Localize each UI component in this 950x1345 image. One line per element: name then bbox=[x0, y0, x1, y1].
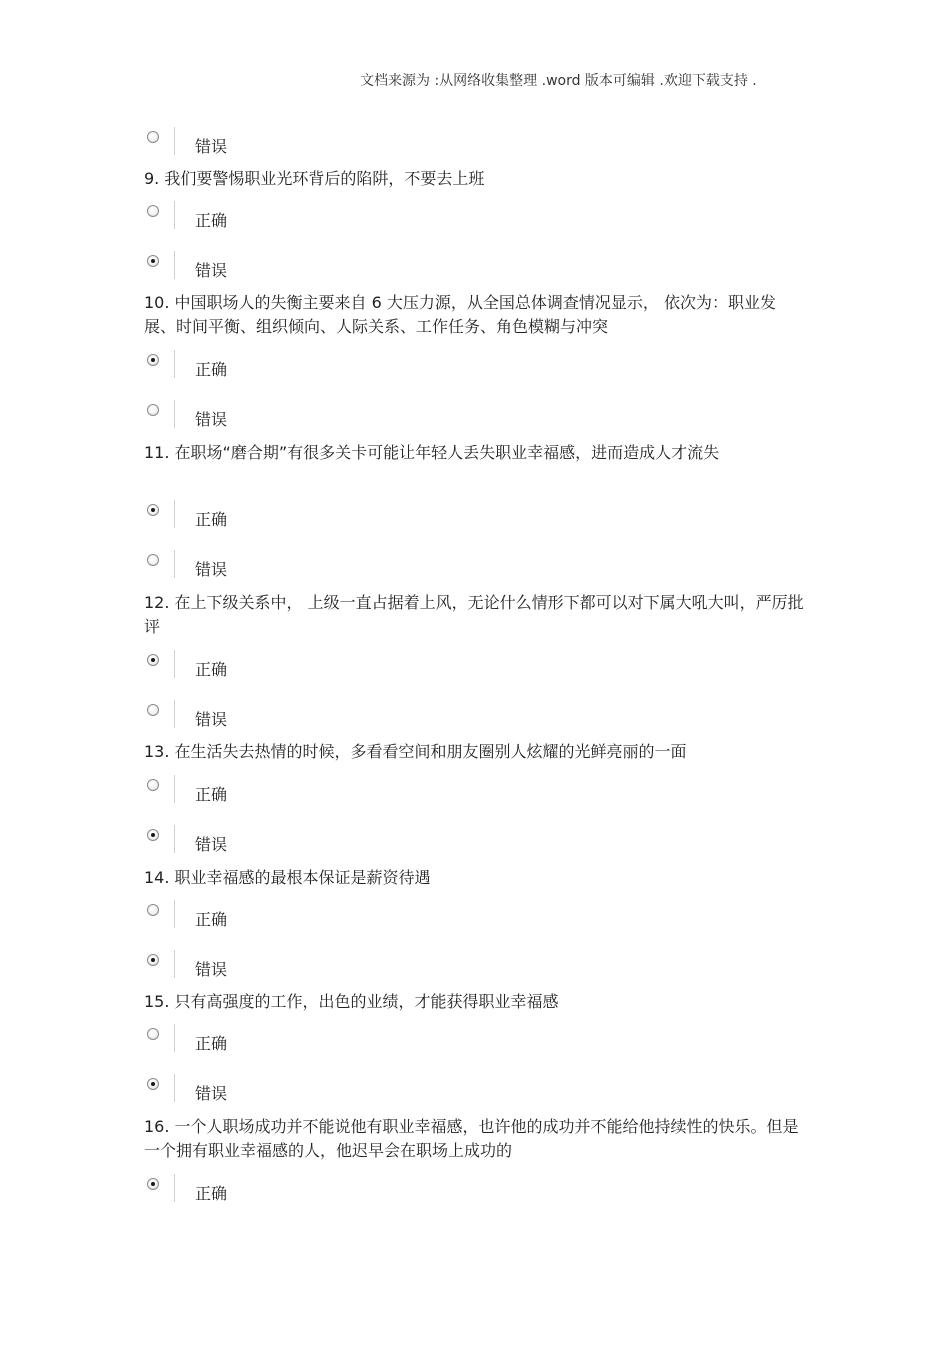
option-divider bbox=[174, 775, 175, 803]
option-label: 正确 bbox=[195, 1184, 228, 1203]
option-divider bbox=[174, 550, 175, 578]
option-label: 错误 bbox=[195, 137, 228, 156]
radio-button-selected[interactable] bbox=[147, 504, 159, 516]
option-label: 正确 bbox=[195, 785, 228, 804]
radio-button-selected[interactable] bbox=[147, 255, 159, 267]
question-12: 12. 在上下级关系中， 上级一直占据着上风，无论什么情形下都可以对下属大吼大叫，严厉批评 bbox=[144, 593, 804, 636]
option-divider bbox=[174, 400, 175, 428]
option-divider bbox=[174, 350, 175, 378]
radio-button[interactable] bbox=[147, 205, 159, 217]
radio-button[interactable] bbox=[147, 779, 159, 791]
option-label: 错误 bbox=[195, 960, 228, 979]
question-11-option-correct[interactable] bbox=[144, 500, 344, 540]
question-14-option-wrong[interactable] bbox=[144, 950, 344, 990]
option-divider bbox=[174, 825, 175, 853]
radio-button[interactable] bbox=[147, 131, 159, 143]
option-label: 正确 bbox=[195, 211, 228, 230]
question-10-option-wrong[interactable] bbox=[144, 400, 344, 440]
radio-button-selected[interactable] bbox=[147, 354, 159, 366]
option-divider bbox=[174, 251, 175, 279]
page-header-note: 文档来源为 :从网络收集整理 .word 版本可编辑 .欢迎下载支持 . bbox=[360, 73, 757, 89]
question-10-option-correct[interactable] bbox=[144, 350, 344, 390]
question-13-option-wrong[interactable] bbox=[144, 825, 344, 865]
radio-button-selected[interactable] bbox=[147, 829, 159, 841]
question-9-option-wrong[interactable] bbox=[144, 251, 344, 291]
option-label: 错误 bbox=[195, 835, 228, 854]
radio-button-selected[interactable] bbox=[147, 954, 159, 966]
option-divider bbox=[174, 1024, 175, 1052]
radio-button[interactable] bbox=[147, 704, 159, 716]
option-label: 正确 bbox=[195, 1034, 228, 1053]
option-label: 错误 bbox=[195, 710, 228, 729]
radio-button-selected[interactable] bbox=[147, 1178, 159, 1190]
question-9-option-correct[interactable] bbox=[144, 201, 344, 241]
prev-option-wrong[interactable] bbox=[144, 127, 344, 167]
question-15-option-wrong[interactable] bbox=[144, 1074, 344, 1114]
question-16: 16. 一个人职场成功并不能说他有职业幸福感，也许他的成功并不能给他持续性的快乐。但是一个拥有职业幸福感的人，他迟早会在职场上成功的 bbox=[144, 1117, 799, 1160]
question-11: 11. 在职场“磨合期”有很多关卡可能让年轻人丢失职业幸福感，进而造成人才流失 bbox=[144, 443, 720, 462]
option-divider bbox=[174, 650, 175, 678]
question-14: 14. 职业幸福感的最根本保证是薪资待遇 bbox=[144, 868, 431, 887]
question-15: 15. 只有高强度的工作，出色的业绩，才能获得职业幸福感 bbox=[144, 992, 559, 1011]
option-divider bbox=[174, 201, 175, 229]
option-label: 正确 bbox=[195, 360, 228, 379]
radio-button[interactable] bbox=[147, 554, 159, 566]
question-14-option-correct[interactable] bbox=[144, 900, 344, 940]
radio-button[interactable] bbox=[147, 1028, 159, 1040]
question-10: 10. 中国职场人的失衡主要来自 6 大压力源，从全国总体调查情况显示， 依次为：职业发展、时间平衡、组织倾向、人际关系、工作任务、角色模糊与冲突 bbox=[144, 293, 776, 336]
question-16-option-correct[interactable] bbox=[144, 1174, 344, 1214]
option-divider bbox=[174, 1174, 175, 1202]
option-label: 正确 bbox=[195, 510, 228, 529]
option-label: 正确 bbox=[195, 910, 228, 929]
option-label: 正确 bbox=[195, 660, 228, 679]
option-divider bbox=[174, 900, 175, 928]
question-15-option-correct[interactable] bbox=[144, 1024, 344, 1064]
option-divider bbox=[174, 1074, 175, 1102]
question-12-option-correct[interactable] bbox=[144, 650, 344, 690]
question-11-option-wrong[interactable] bbox=[144, 550, 344, 590]
option-label: 错误 bbox=[195, 1084, 228, 1103]
radio-button-selected[interactable] bbox=[147, 1078, 159, 1090]
option-divider bbox=[174, 950, 175, 978]
option-divider bbox=[174, 700, 175, 728]
option-divider bbox=[174, 500, 175, 528]
option-label: 错误 bbox=[195, 261, 228, 280]
question-12-option-wrong[interactable] bbox=[144, 700, 344, 740]
option-divider bbox=[174, 127, 175, 155]
option-label: 错误 bbox=[195, 410, 228, 429]
radio-button[interactable] bbox=[147, 904, 159, 916]
question-9: 9. 我们要警惕职业光环背后的陷阱，不要去上班 bbox=[144, 169, 485, 188]
question-13: 13. 在生活失去热情的时候，多看看空间和朋友圈别人炫耀的光鲜亮丽的一面 bbox=[144, 742, 687, 761]
radio-button-selected[interactable] bbox=[147, 654, 159, 666]
radio-button[interactable] bbox=[147, 404, 159, 416]
question-13-option-correct[interactable] bbox=[144, 775, 344, 815]
option-label: 错误 bbox=[195, 560, 228, 579]
